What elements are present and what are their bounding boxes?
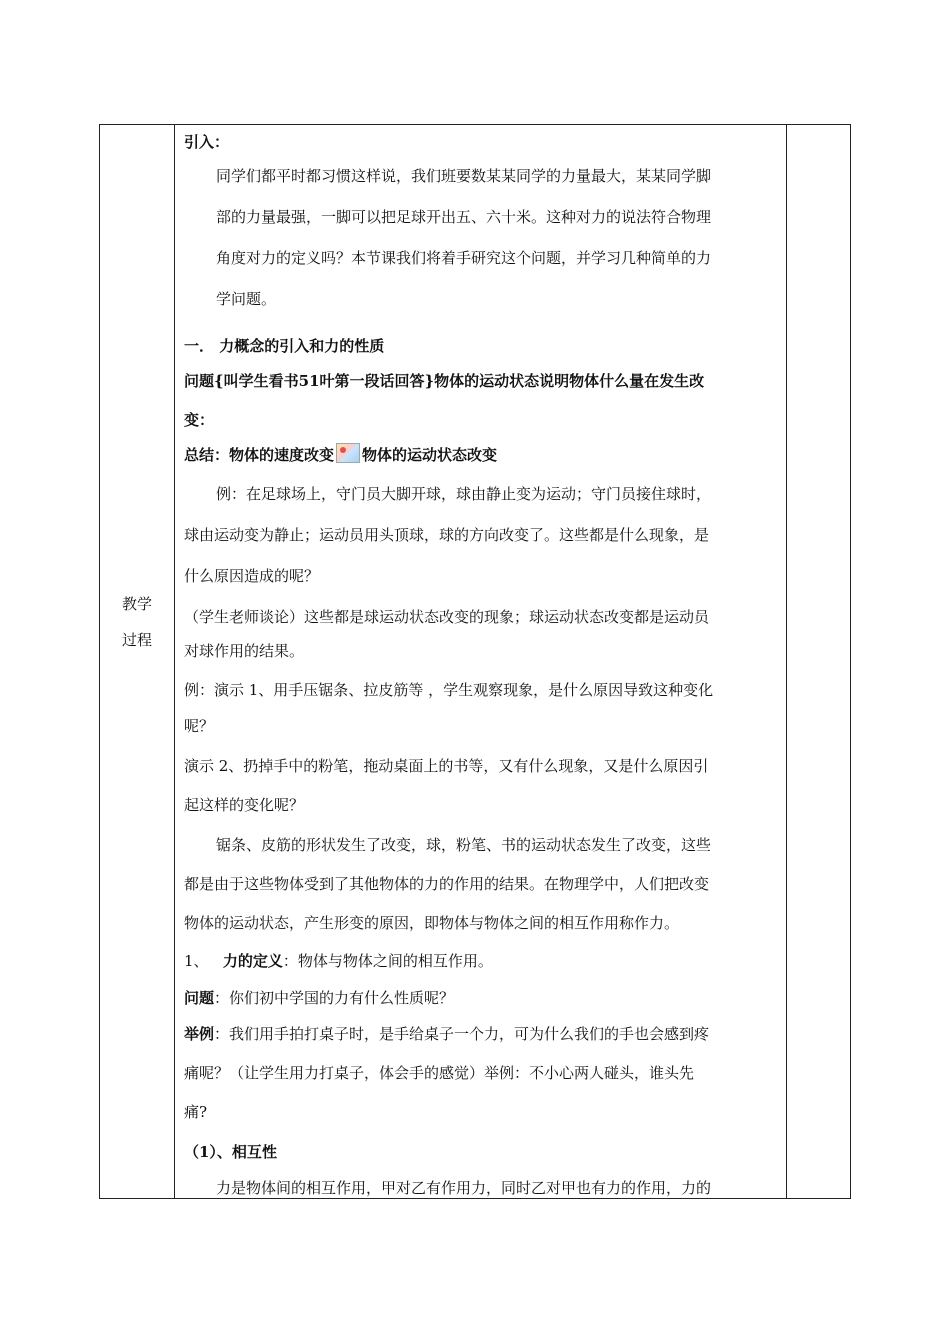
intro-paragraph-line: 学问题。: [216, 290, 277, 308]
section-label-line1: 教学: [121, 595, 152, 613]
question2-label: 问题: [184, 989, 215, 1007]
column-divider-left: [174, 125, 175, 1198]
conclusion-line: 都是由于这些物体受到了其他物体的力的作用的结果。在物理学中，人们把改变: [184, 875, 710, 893]
definition-line: [184, 950, 493, 971]
example-line: 球由运动变为静止；运动员用头顶球，球的方向改变了。这些都是什么现象，是: [184, 526, 710, 544]
mutual-line: 力是物体间的相互作用，甲对乙有作用力，同时乙对甲也有力的作用，力的: [216, 1179, 712, 1197]
intro-heading: 引入：: [184, 133, 230, 151]
definition-text: ：物体与物体之间的相互作用。: [282, 952, 493, 970]
conclusion-line: 物体的运动状态，产生形变的原因，即物体与物体之间的相互作用称作力。: [184, 914, 680, 932]
intro-paragraph-line: 角度对力的定义吗？本节课我们将着手研究这个问题，并学习几种简单的力: [216, 249, 712, 267]
intro-paragraph-line: 部的力量最强，一脚可以把足球开出五、六十米。这种对力的说法符合物理: [216, 208, 712, 226]
mutual-heading: （1）、相互性: [184, 1143, 277, 1161]
question2-text: ：你们初中学国的力有什么性质呢？: [214, 989, 455, 1007]
demo-line: 呢？: [184, 717, 215, 735]
example2-line: 痛呢？（让学生用力打桌子，体会手的感觉）举例：不小心两人碰头，谁头先: [184, 1064, 695, 1082]
question-line: 问题{叫学生看书51叶第一段话回答}物体的运动状态说明物体什么量在发生改: [184, 372, 705, 390]
question2-line: [184, 987, 454, 1008]
demo-line: 例：演示 1、用手压锯条、拉皮筋等 ，学生观察现象，是什么原因导致这种变化: [184, 681, 714, 699]
demo-line: 起这样的变化呢？: [184, 796, 305, 814]
demo-line: 演示 2、扔掉手中的粉笔，拖动桌面上的书等，又有什么现象，又是什么原因引: [184, 757, 709, 775]
section-heading: 一． 力概念的引入和力的性质: [184, 337, 385, 355]
summary-text-a: 总结：物体的速度改变: [184, 446, 335, 464]
definition-number: 1、: [184, 952, 209, 970]
example2-label: 举例: [184, 1025, 215, 1043]
summary-text-b: 物体的运动状态改变: [362, 446, 498, 464]
column-divider-right: [786, 125, 787, 1198]
lesson-table: [99, 124, 851, 1199]
discussion-line: 对球作用的结果。: [184, 642, 305, 660]
intro-paragraph-line: 同学们都平时都习惯这样说，我们班要数某某同学的力量最大，某某同学脚: [216, 167, 712, 185]
section-label-line2: 过程: [121, 631, 152, 649]
broken-image-icon: [336, 443, 360, 463]
definition-label: 力的定义: [222, 952, 283, 970]
summary-line: [184, 443, 497, 465]
example-line: 例：在足球场上，守门员大脚开球，球由静止变为运动；守门员接住球时，: [216, 485, 712, 503]
question-line: 变：: [184, 411, 215, 429]
example2-line: 痛?: [184, 1103, 208, 1121]
conclusion-line: 锯条、皮筋的形状发生了改变，球，粉笔、书的运动状态发生了改变，这些: [216, 836, 712, 854]
example-line: 什么原因造成的呢？: [184, 567, 320, 585]
section-label-column: [100, 125, 174, 1198]
discussion-line: （学生老师谈论）这些都是球运动状态改变的现象；球运动状态改变都是运动员: [184, 608, 710, 626]
example2-line: [184, 1023, 709, 1044]
example2-text: ：我们用手拍打桌子时，是手给桌子一个力，可为什么我们的手也会感到疼: [214, 1025, 710, 1043]
